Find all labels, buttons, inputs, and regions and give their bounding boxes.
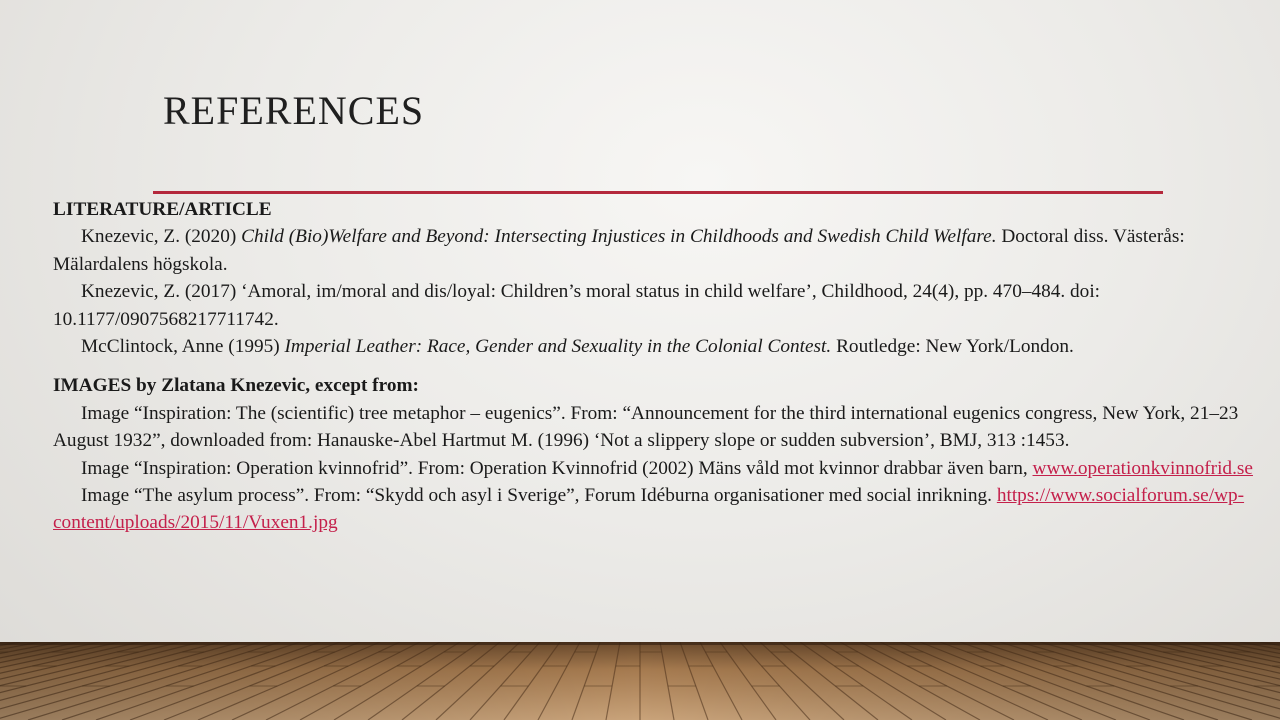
wood-floor-decoration bbox=[0, 642, 1280, 720]
images-heading: IMAGES by Zlatana Knezevic, except from: bbox=[53, 375, 419, 397]
title-underline bbox=[153, 191, 1163, 194]
reference-title: Imperial Leather: Race, Gender and Sexuality in the Colonial Contest. bbox=[284, 336, 832, 358]
section-spacer bbox=[53, 360, 1253, 372]
image-credit-text: Image “Inspiration: Operation kvinnofrid”. From: Operation Kvinnofrid (2002) Mäns våld mot kvinnor drabbar även barn, bbox=[81, 457, 1033, 479]
image-credit-text: Image “Inspiration: The (scientific) tree metaphor – eugenics”. From: “Announcement for the third international eugenics congress, New York, 21–23 August 1932”, downloaded from: Hanauske-Abel Hartmut M. (1996) ‘Not a slippery slope or sudden subversion’, BMJ, 313 :1453. bbox=[53, 402, 1239, 452]
wood-floor-graphic bbox=[0, 642, 1280, 720]
reference-title: Child (Bio)Welfare and Beyond: Intersecting Injustices in Childhoods and Swedish Child Welfare. bbox=[241, 226, 997, 248]
image-credit-text: Image “The asylum process”. From: “Skydd och asyl i Sverige”, Forum Idéburna organisationer med social inrikning. bbox=[81, 485, 997, 507]
image-credit-entry bbox=[53, 482, 1253, 537]
reference-text: McClintock, Anne (1995) bbox=[81, 336, 285, 358]
slide-title: REFERENCES bbox=[163, 88, 425, 133]
literature-heading: LITERATURE/ARTICLE bbox=[53, 199, 272, 220]
image-credit-entry bbox=[53, 400, 1253, 455]
socialforum-link[interactable]: https://www.socialforum.se/wp-content/uploads/2015/11/Vuxen1.jpg bbox=[53, 485, 1245, 534]
reference-text: Knezevic, Z. (2017) ‘Amoral, im/moral and dis/loyal: Children’s moral status in child welfare’, Childhood, 24(4), pp. 470–484. doi: 10.1177/0907568217711742. bbox=[53, 281, 1101, 330]
reference-entry bbox=[53, 333, 1253, 360]
reference-text: Knezevic, Z. (2020) bbox=[81, 226, 242, 248]
reference-entry bbox=[53, 223, 1253, 278]
image-credit-entry bbox=[53, 455, 1253, 482]
references-body bbox=[53, 196, 1253, 537]
reference-entry bbox=[53, 278, 1253, 333]
reference-text: Doctoral diss. Västerås: Mälardalens högskola. bbox=[53, 226, 1185, 275]
reference-text: Routledge: New York/London. bbox=[831, 336, 1074, 358]
operationkvinnofrid-link[interactable]: www.operationkvinnofrid.se bbox=[1032, 457, 1253, 479]
